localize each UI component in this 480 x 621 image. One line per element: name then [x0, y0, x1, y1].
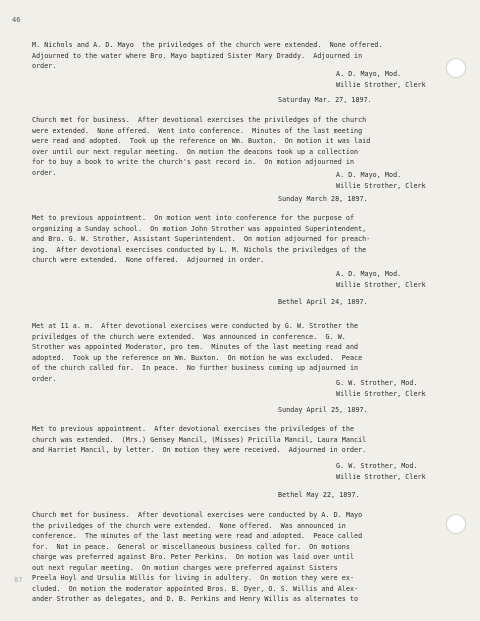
entry-0-signature-clerk: Willie Strother, Clerk [336, 80, 426, 89]
entry-5-date: Bethel May 22, 1897. [278, 491, 360, 499]
entry-2-signature-moderator: A. D. Mayo, Mod. [336, 270, 402, 278]
entry-2-line-2: and Bro. G. W. Strother, Assistant Superintendent. On motion adjourned for preach- [32, 235, 371, 243]
page-number: 46 [12, 16, 21, 24]
entry-1-signature-clerk: Willie Strother, Clerk [336, 181, 426, 190]
entry-1-line-3: over until our next regular meeting. On motion the deacons took up a collection [32, 147, 359, 156]
entry-3-line-5: order. [32, 374, 57, 383]
entry-3-line-4: of the church called for. In peace. No further business coming up adjourned in [32, 364, 359, 372]
entry-4-date: Sunday April 25, 1897. [278, 406, 368, 414]
entry-1-line-0: Church met for business. After devotional exercises the priviledges of the church [32, 116, 367, 124]
entry-1-signature-moderator: A. D. Mayo, Mod. [336, 171, 402, 179]
entry-2-line-3: ing. After devotional exercises conducted by L. M. Nichols the priviledges of the [32, 245, 367, 254]
entry-0-line-2: order. [32, 62, 57, 70]
entry-1-date: Saturday Mar. 27, 1897. [278, 96, 372, 104]
entry-4-line-1: church was extended. (Mrs.) Gensey Mancil, (Misses) Pricilla Mancil, Laura Mancil [32, 435, 367, 444]
entry-0-line-1: Adjourned to the water where Bro. Mayo baptized Sister Mary Draddy. Adjourned in [32, 51, 363, 60]
binder-hole-bottom [446, 514, 466, 534]
entry-3-line-3: adopted. Took up the reference on Wm. Buxton. On motion he was excluded. Peace [32, 353, 363, 362]
entry-0-line-0: M. Nichols and A. D. Mayo the priviledges of the church were extended. None offered. [32, 41, 383, 49]
entry-5-line-5: out next regular meeting. On motion charges were preferred against Sisters [32, 563, 338, 572]
entry-2-line-4: church were extended. None offered. Adjourned in order. [32, 256, 265, 264]
entry-4-line-0: Met to previous appointment. After devotional exercises the priviledges of the [32, 425, 355, 433]
entry-3-line-2: Strother was appointed Moderator, pro tem. Minutes of the last meeting read and [32, 343, 359, 351]
entry-0-signature-moderator: A. D. Mayo, Mod. [336, 70, 402, 78]
entry-4-signature-moderator: G. W. Strother, Mod. [336, 462, 418, 470]
entry-3-line-0: Met at 11 a. m. After devotional exercises were conducted by G. W. Strother the [32, 322, 359, 330]
entry-5-line-3: for. Not in peace. General or miscellaneous business called for. On motions [32, 542, 350, 551]
entry-5-line-6: Preela Hoyl and Ursulia Willis for living in adultery. On motion they were ex- [32, 574, 355, 582]
entry-1-line-5: order. [32, 168, 57, 177]
entry-3-date: Bethel April 24, 1897. [278, 298, 368, 306]
entry-5-line-7: cluded. On motion the moderator appointed Bros. B. Dyer, O. S. Willis and Alex- [32, 584, 359, 593]
entry-5-line-2: conference. The minutes of the last meeting were read and adopted. Peace called [32, 532, 363, 540]
entry-2-signature-clerk: Willie Strother, Clerk [336, 280, 426, 289]
entry-3-signature-moderator: G. W. Strother, Mod. [336, 379, 418, 387]
entry-1-line-2: were read and adopted. Took up the reference on Wm. Buxton. On motion it was laid [32, 137, 371, 145]
entry-5-line-4: charge was preferred against Bro. Peter Perkins. On motion was laid over until [32, 553, 355, 561]
entry-2-line-1: organizing a Sunday school. On motion John Strother was appointed Superintendent, [32, 224, 367, 233]
entry-3-line-1: priviledges of the church were extended. Was announced in conference. G. W. [32, 332, 346, 341]
entry-4-line-2: and Harriet Mancil, by letter. On motion they were received. Adjourned in order. [32, 446, 367, 454]
entry-1-line-1: were extended. None offered. Went into conference. Minutes of the last meeting [32, 126, 363, 135]
entry-5-line-8: ander Strother as delegates, and D. B. Perkins and Henry Willis as alternates to [32, 595, 359, 603]
entry-3-signature-clerk: Willie Strother, Clerk [336, 389, 426, 398]
entry-5-line-1: the priviledges of the church were extended. None offered. Was announced in [32, 521, 346, 530]
entry-1-line-4: for to buy a book to write the church's past record in. On motion adjourned in [32, 158, 355, 166]
binder-hole-top [446, 58, 466, 78]
corner-mark: 87 [14, 576, 23, 584]
entry-5-line-0: Church met for business. After devotional exercises were conducted by A. D. Mayo [32, 511, 363, 519]
entry-4-signature-clerk: Willie Strother, Clerk [336, 472, 426, 481]
entry-2-line-0: Met to previous appointment. On motion went into conference for the purpose of [32, 214, 355, 222]
entry-2-date: Sunday March 28, 1897. [278, 195, 368, 203]
